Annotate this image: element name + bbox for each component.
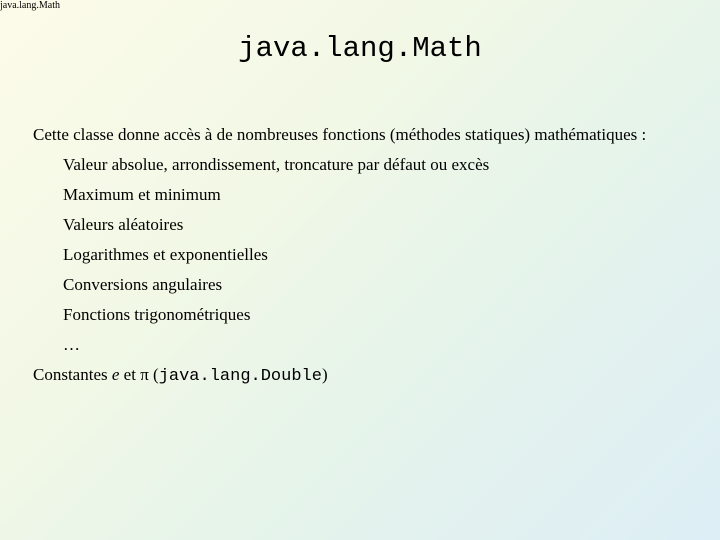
corner-label: java.lang.Math xyxy=(0,0,60,11)
double-class-code: java.lang.Double xyxy=(158,367,322,386)
slide-body xyxy=(33,124,713,394)
list-item: Valeurs aléatoires xyxy=(63,215,184,234)
list-item: Valeur absolue, arrondissement, troncature par défaut ou excès xyxy=(63,155,490,174)
list-item-ellipsis: … xyxy=(63,335,80,354)
close-paren: ) xyxy=(321,365,328,384)
constant-pi: π xyxy=(140,365,149,384)
slide-title: java.lang.Math xyxy=(238,32,482,65)
intro-text: Cette classe donne accès à de nombreuses fonctions (méthodes statiques) mathématiques : xyxy=(33,125,647,144)
constants-prefix: Constantes xyxy=(33,365,112,384)
constant-e: e xyxy=(111,365,120,384)
list-item: Fonctions trigonométriques xyxy=(63,305,251,324)
constants-middle: et xyxy=(119,365,141,384)
constants-line xyxy=(33,364,713,394)
open-paren: ( xyxy=(148,365,159,384)
list-item: Conversions angulaires xyxy=(63,275,223,294)
list-item: Logarithmes et exponentielles xyxy=(63,245,268,264)
list-item: Maximum et minimum xyxy=(63,185,221,204)
